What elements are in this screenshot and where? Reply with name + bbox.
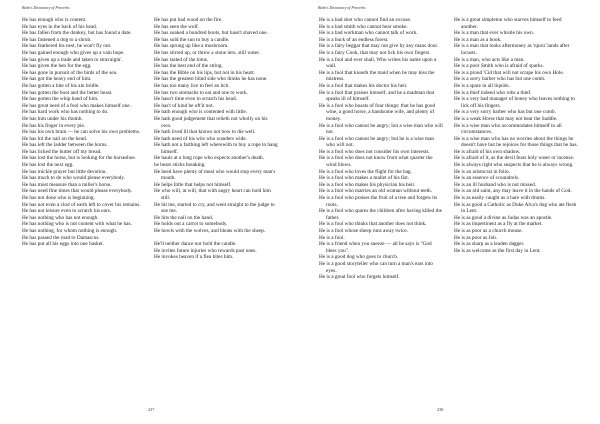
proverb-entry: He is a great fool who forgets himself. [319,274,400,281]
proverb-entry: He has gotten the whip hand of him. [22,96,99,103]
proverb-entry: He invites future injuries who rewards past ones. [154,247,257,254]
proverb-entry: He is as welcome as the first day in Lent. [454,247,541,254]
proverb-entry: He helps little that helps not himself. [154,181,232,188]
proverb-entry: He has nothing who has not enough. [22,214,99,221]
right-page [300,0,600,424]
proverb-entry: He is a very sorry barber who has but one comb. [454,109,556,116]
proverb-entry: He is a thief indeed who robs a thief. [454,89,532,96]
proverb-entry: He is a weak Horse that may not bear the Saddle. [454,115,558,122]
proverb-entry: He has most measure than a miller's horse. [22,181,112,188]
proverb-entry: He is a bad smith who cannot bear smoke. [319,23,408,30]
proverb-entry: He is a man that ever whistle his own. [454,30,535,37]
proverb-entry: He who will, at will, that with angry heart can hold him still. [154,188,271,202]
proverb-entry: He'll neither dance nor hold the candle. [154,241,237,248]
proverb-entry: He hauls at a long rope who expects another's death. [154,155,264,162]
proverb-entry: He heed have plenty of meal who would stop every man's mouth. [154,168,276,182]
proverb-entry: He has nothing who is not content with what he has. [22,221,132,228]
proverb-entry: He invokes heaven if a flea bites him. [154,254,234,261]
proverb-entry: He is a fool who makes his physician his heir. [319,181,416,188]
proverb-entry: He is a man, who acts like a man. [454,56,525,63]
page-number: 237 [148,407,155,412]
proverb-entry: He has need fine times that would please everybody. [22,188,133,195]
proverb-entry: He is a bad workman who cannot talk of work. [319,30,418,37]
proverb-entry: He is a fool that praises himself, and he a madman that speaks ill of himself. [319,89,435,103]
proverb-entry: He is a fool who does not consider his own interests. [319,148,430,155]
column-left [319,17,443,281]
proverb-entry: He is an essence of scoundrels. [454,175,520,182]
running-header: Bohn's Dictionary of Proverbs [22,6,70,10]
proverb-entry: He is a fairy Cook, that may not lick his own fingers. [319,49,431,56]
proverb-entry: He has lost the horse, but is looking for the horseshoe. [22,155,137,162]
proverb-entry: He has left the ladder between the horns. [22,142,108,149]
proverb-entry: He has the greatest blind side who thinks he has none. [154,76,268,83]
proverb-entry: He has eyes in the back of his head. [22,23,98,30]
proverb-entry: He is a bad shot who cannot find an excuse. [319,17,412,23]
proverb-entry: He is as easily caught as a hare with drums. [454,195,546,202]
proverb-entry: He has sprung up like a mushroom. [154,43,229,50]
proverb-entry: He has lost the next egg. [22,162,74,169]
proverb-entry: He is a fool who does not know from what quarter the wind blows. [319,155,433,169]
proverb-entry: He is a fool who spares the children after having killed the father. [319,208,442,221]
proverb-entry: He is as good a Catholic as Duke Alva's dog who ate flesh in Lent. [454,201,577,215]
proverb-entry: He has nothing, for whom nothing is enough. [22,228,118,234]
proverb-entry: He hath need of his wits who wanders wide. [154,135,247,142]
proverb-entry: He is a wise man who has no worries about the things he doesn't have but he rejoices for those things that he has. [454,135,578,149]
proverb-entry: He is a poor Smith who is afraid of sparks. [454,63,544,70]
proverb-entry: He has soaked a bundred boots, but hasn't shaved one. [154,30,268,37]
proverb-entry: He has too many lice to feel an itch. [154,82,230,89]
proverb-entry: He is as good a divine as Judas was an apostle. [454,214,553,221]
proverb-entry: He is a very bad manager of honey who leaves nothing to lick off his fingers. [454,96,575,109]
column-right [454,17,578,254]
proverb-entry: He has put all his eggs into one basket. [22,241,104,248]
proverb-entry: He is a fool and ever shall, Who writes his name upon a wall. [319,56,437,70]
proverb-entry: He has tasted of the lotus. [154,56,209,63]
proverb-entry: He is a fool. [319,234,345,241]
proverb-entry: He hath enough who is contented with little. [154,109,248,116]
proverb-entry: He has licked the butter off my bread. [22,148,102,155]
proverb-entry: He has gone in pursuit of the birds of the sea. [22,69,118,76]
running-header: Bohn's Dictionary of Proverbs [318,6,366,10]
proverb-entry: He hits the nail on the hand. [154,214,214,221]
proverb-entry: He is as sharp as a leaden dagger. [454,241,525,248]
proverb-entry: He hath not a farthing left wherewith to buy a rope to hang himself. [154,142,278,155]
proverb-entry: He is a good storyteller who can turn a man's ears into eyes. [319,260,433,274]
proverb-entry: He is a man that looks aftermoney as 'njuru' lands after locusts. [454,43,570,56]
proverb-entry: He is a fool that kisseth the maid when he may kiss the mistress. [319,69,435,83]
proverb-entry: He hasn't time even to scratch his head. [154,96,237,103]
proverb-entry: He is as poor as a church mouse. [454,228,523,234]
proverb-entry: He has hard work who has nothing to do. [22,109,109,116]
proverb-entry: He is a fool who marries an old woman without teeth. [319,188,432,195]
proverb-entry: He has stirred up, or threw a stone into, still water. [154,49,260,56]
proverb-entry: He is a fairy beggar that may not give by any mans door. [319,43,439,50]
proverb-entry: He is a buck of an endless forest. [319,36,389,43]
proverb-entry: He holds out a carrot to somebody. [154,221,228,228]
proverb-entry: He is a fool who boasts of four things: that he has good wine, a good horse, a handsome wife, and plenty of money. [319,102,436,122]
proverb-entry: He has mickle prayer but little devotion. [22,168,107,175]
proverb-entry: He is an old saint, any may leave it in the hands of God. [454,188,572,195]
proverb-entry: He has gotten the boot and the better beast. [22,89,113,96]
proverb-entry: He has seen the wolf. [154,23,200,30]
page-number: 238 [437,407,444,412]
proverb-entry: He has fallen from the donkey, but has found a date. [22,30,132,37]
proverb-entry: He is a friend when you sneeze — all he says is "God bless you". [319,241,432,254]
proverb-entry: He has much to do who would please everybody. [22,175,126,182]
proverb-entry: He has got the heavy end of him. [22,76,92,83]
proverb-entry: He is a fool who thinks that another does not think. [319,221,427,228]
proverb-entry: He has two stomachs to eat and one to work. [154,89,248,96]
proverb-entry: He has the Bible on his lips, but not in his heart. [154,69,256,76]
proverb-entry: He has gained enough who gives up a vain hope. [22,49,125,56]
proverb-entry: He has not done who is beginning. [22,195,95,202]
proverb-entry: He is afraid of it, as the devil fears holy water or incense. [454,155,575,162]
proverb-entry: He is a proud 'Cid that will not scrape his own Hole. [454,69,565,76]
proverb-entry: He is an ill husband who is not missed. [454,181,537,188]
proverb-entry: He has't of kind he oft'it not. [154,102,214,109]
proverb-entry: He is a fool who cannot be angry; but he is a wise man who will not. [319,135,435,149]
proverb-entry: He has his own brain — he can solve his own problems. [22,129,141,136]
proverb-entry: He is a spare in all liquids. [454,82,510,89]
proverb-entry: He has his finger in every pie. [22,122,86,129]
proverb-entry: He is a great simpleton who starves himself to feed another. [454,17,562,30]
proverb-entry: He hath good judgement that relieth not wholly on his own. [154,115,268,129]
proverb-entry: He howls with the wolves, and bleats with the sheep. [154,228,266,234]
proverb-entry: He is a fool that makes his doctor his heir. [319,82,408,89]
proverb-entry: He has feathered his nest, he won't fly out. [22,43,112,50]
proverb-entry: He has fastened a dog to a shrub. [22,36,92,43]
proverb-entry: He is a man as a book. [454,36,502,43]
proverb-entry: He is a fool who cannot be angry; but a wise man who will not. [319,122,443,136]
proverb-entry: He is afraid of his own shadow. [454,148,521,155]
proverb-entry: He is as poor as Job. [454,234,498,241]
proverb-entry: He has him under his thumb. [22,115,83,122]
proverb-entry: He is a wise man who accommodates himself to all circumstances. [454,122,562,136]
proverb-entry: He is a fool who praises the fruit of a tree and forgets its roots. [319,195,438,208]
proverb-entry: He is a good dog who goes to church. [319,254,399,261]
proverb-entry: He hath lived ill that knows not how to die well. [154,129,256,136]
proverb-entry: He has put bad wood on the fire. [154,17,223,23]
proverb-entry: He has not even a clod of earth left to cover his remains. [22,201,141,208]
proverb-entry: He has hit the nail on the head. [22,135,88,142]
proverb-entry: He has not leisure even to scratch his ears. [22,208,112,215]
column-right [154,17,278,261]
proverb-entry: He has sold the sun to buy a candle. [154,36,230,43]
proverb-entry: He is a sorry barber who has but one comb. [454,76,546,83]
proverb-entry: He has great need of a fool who makes himself one. [22,102,131,109]
proverb-entry: He is a fool who makes a mallet of his fist. [319,175,409,182]
proverb-entry: he bears sticks breaking. [154,162,206,169]
proverb-entry: He is a fool whose sheep runs away twice. [319,228,409,234]
proverb-entry: He is always right who suspects that he is always wrong. [454,162,574,169]
column-left [22,17,146,248]
proverb-entry: He has gotten a bite of his ain bridle. [22,82,100,89]
proverb-entry: He has enough who is content. [22,17,87,23]
proverb-entry: He has passed the road to Damascus. [22,234,100,241]
proverb-entry: He is as impertinent as a fly at the market. [454,221,543,228]
proverb-entry: He is a fool who loves the flight for the bag. [319,168,412,175]
proverb-entry: He has given the hen for the egg. [22,63,92,70]
proverb-entry: He has the best end of the string. [154,63,223,70]
proverb-entry: He hit me, started to cry, and went straight to the judge to sue me. [154,201,275,215]
proverb-entry: He is an aristocrat in folio. [454,168,510,175]
proverb-entry: He has given up a trade and taken to stravaigin'. [22,56,123,63]
